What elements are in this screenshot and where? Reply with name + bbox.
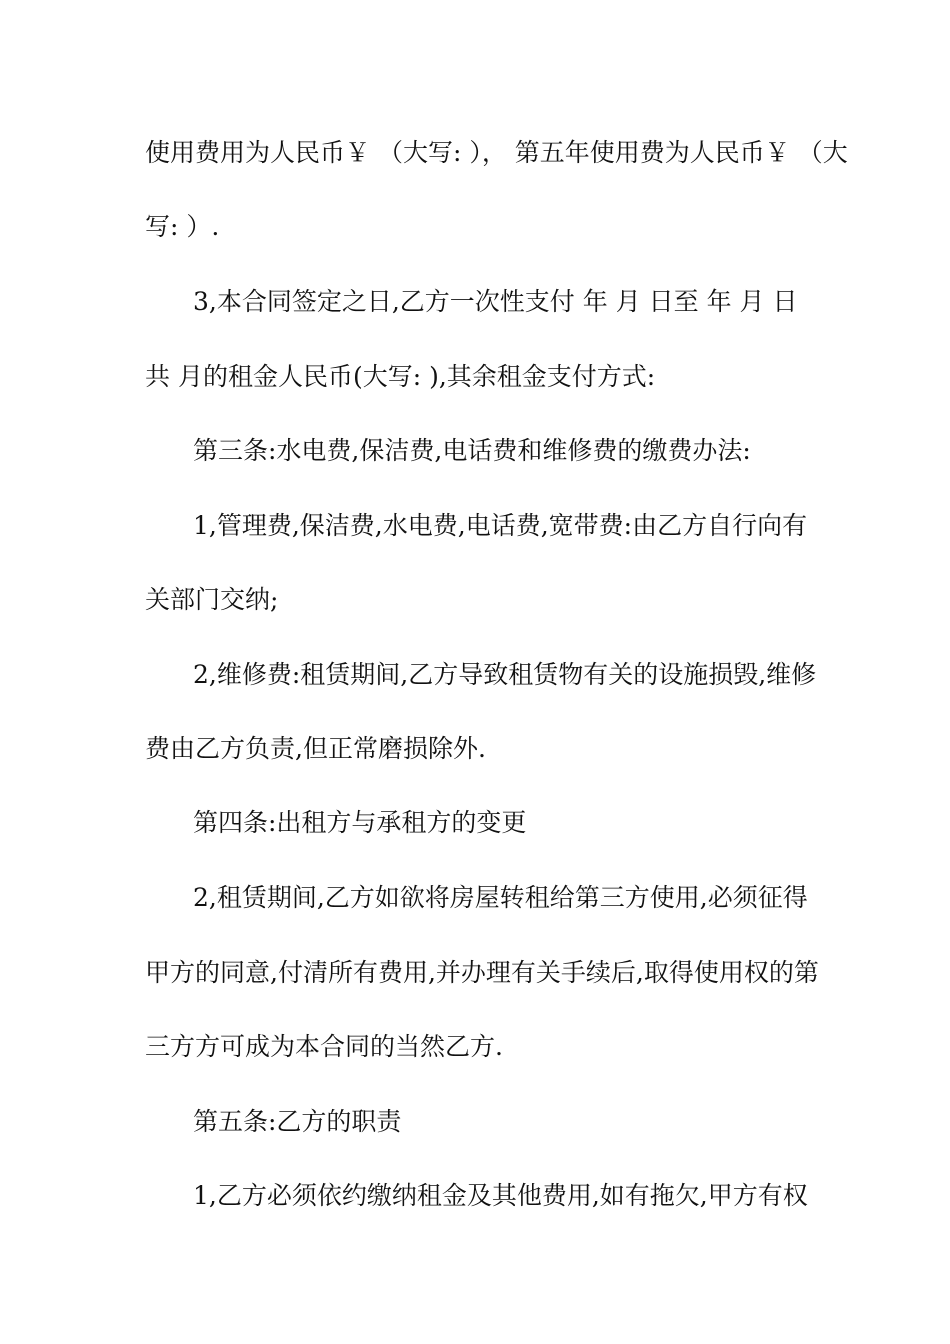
section-heading-3: 第三条:水电费,保洁费,电话费和维修费的缴费办法:: [193, 436, 751, 465]
text-line-8: 2,维修费:租赁期间,乙方导致租赁物有关的设施损毁,维修: [193, 660, 817, 689]
text-line-9: 费由乙方负责,但正常磨损除外.: [145, 734, 486, 763]
text-line-12: 甲方的同意,付清所有费用,并办理有关手续后,取得使用权的第: [145, 958, 819, 987]
section-heading-4: 第四条:出租方与承租方的变更: [193, 808, 527, 837]
text-line-4: 共 月的租金人民币(大写: ),其余租金支付方式:: [145, 362, 656, 391]
text-line-2: 写: ）.: [145, 212, 220, 241]
text-line-11: 2,租赁期间,乙方如欲将房屋转租给第三方使用,必须征得: [193, 883, 808, 912]
text-line-6: 1,管理费,保洁费,水电费,电话费,宽带费:由乙方自行向有: [193, 511, 808, 540]
text-line-15: 1,乙方必须依约缴纳租金及其他费用,如有拖欠,甲方有权: [193, 1181, 808, 1210]
text-line-3: 3,本合同签定之日,乙方一次性支付 年 月 日至 年 月 日: [193, 287, 798, 316]
text-line-13: 三方方可成为本合同的当然乙方.: [145, 1032, 503, 1061]
text-line-7: 关部门交纳;: [145, 585, 279, 614]
text-line-1: 使用费用为人民币￥ （大写: ）， 第五年使用费为人民币￥ （大: [145, 138, 848, 167]
section-heading-5: 第五条:乙方的职责: [193, 1107, 402, 1136]
